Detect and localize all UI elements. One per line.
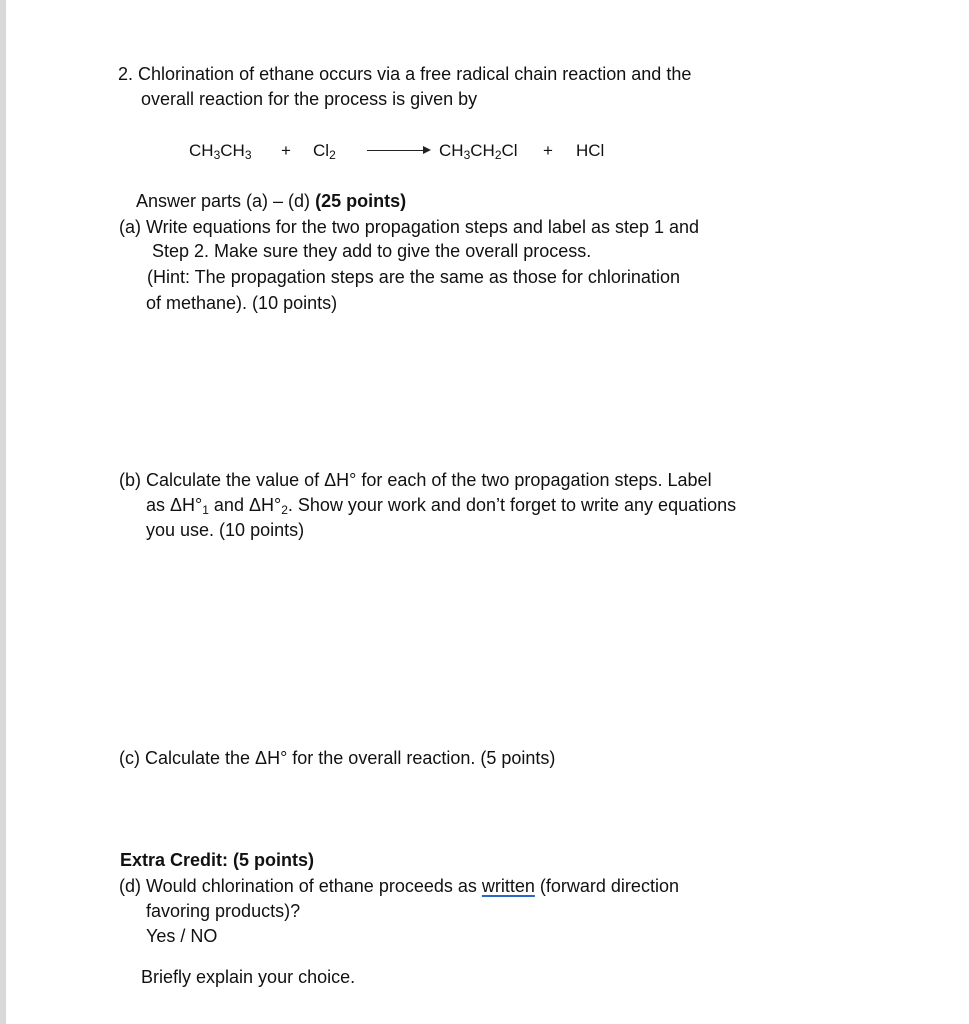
product-hcl: HCl <box>576 141 605 160</box>
reactant-chlorine: $Cl_2$ <box>313 141 336 162</box>
page-left-border <box>0 0 6 1024</box>
reactant-ethane: $CH_3CH_3$ <box>189 141 252 162</box>
part-b-line-2: as $\Delta H^\circ_1$ and $\Delta H^\circ_2$. Show your work and don’t forget to write any equations <box>146 495 737 517</box>
part-a-hint-line-2: of methane). (10 points) <box>146 293 338 313</box>
reaction-arrow <box>367 150 429 151</box>
product-chloroethane: $CH_3CH_2Cl$ <box>439 141 518 162</box>
part-c-line-1: (c) Calculate the ΔH° for the overall reaction. (5 points) <box>119 748 556 768</box>
plus-sign: + <box>281 141 291 160</box>
part-d-line-2: favoring products)? <box>146 901 301 921</box>
written-link[interactable]: written <box>481 876 535 896</box>
explain-prompt: Briefly explain your choice. <box>141 967 356 987</box>
part-d-line-1: (d) Would chlorination of ethane proceeds as written (forward direction <box>119 876 679 896</box>
extra-credit-title: Extra Credit: (5 points) <box>120 850 315 870</box>
question-intro-line-1: 2. Chlorination of ethane occurs via a free radical chain reaction and the <box>118 64 692 84</box>
plus-sign: + <box>543 141 553 160</box>
answer-parts-header: Answer parts (a) – (d) (25 points) <box>136 191 407 211</box>
yes-no-options: Yes / NO <box>146 926 218 946</box>
part-a-line-2: Step 2. Make sure they add to give the overall process. <box>152 241 592 261</box>
part-a-line-1: (a) Write equations for the two propagation steps and label as step 1 and <box>119 217 700 237</box>
part-a-hint-line-1: (Hint: The propagation steps are the same as those for chlorination <box>147 267 680 287</box>
part-b-line-3: you use. (10 points) <box>146 520 305 540</box>
part-b-line-1: (b) Calculate the value of ΔH° for each of the two propagation steps. Label <box>119 470 712 490</box>
question-intro-line-2: overall reaction for the process is given by <box>141 89 478 109</box>
